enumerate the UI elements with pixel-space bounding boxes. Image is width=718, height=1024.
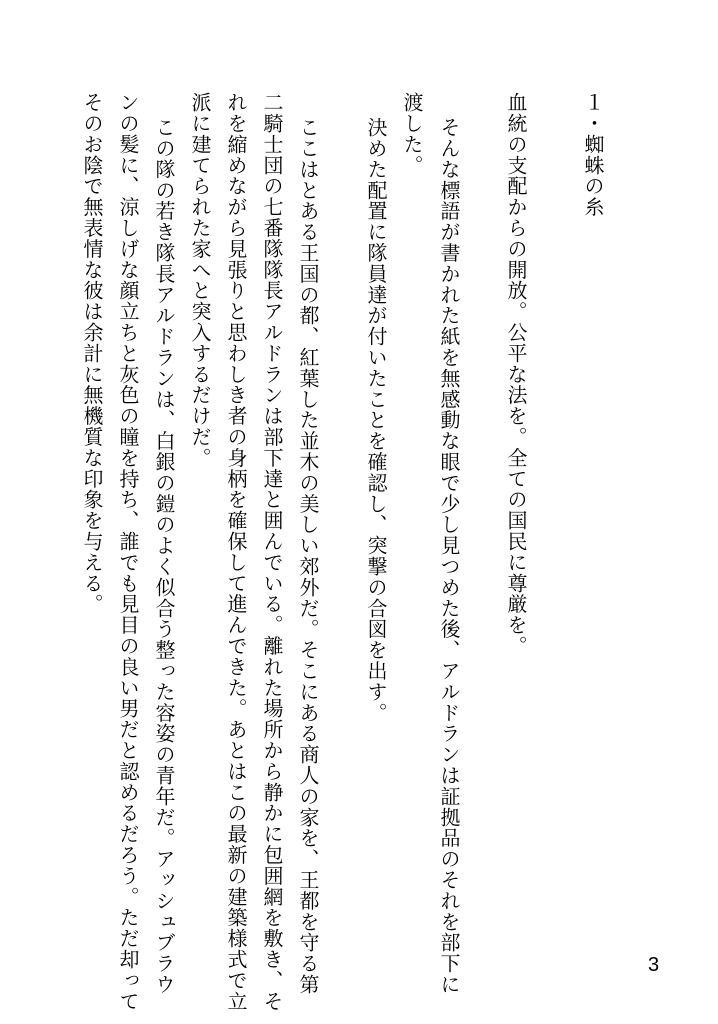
- chapter-title: １・蜘蛛の糸: [581, 92, 605, 218]
- text-line-11: そのお陰で無表情な彼は余計に無機質な印象を与える。: [80, 92, 104, 615]
- text-line-5: ここはとある王国の都、紅葉した並木の美しい郊外だ。そこにある商人の家を、王都を守る第: [296, 117, 320, 995]
- text-line-7: れを縮めながら見張りと思わしき者の身柄を確保して進んできた。あとはこの最新の建築様式で立: [224, 92, 248, 1012]
- text-line-1: 血統の支配からの開放。公平な法を。全ての国民に尊厳を。: [504, 92, 528, 657]
- text-line-4: 決めた配置に隊員達が付いたことを確認し、突撃の合図を出す。: [364, 117, 388, 724]
- text-line-2: そんな標語が書かれた紙を無感動な眼で少し見つめた後、アルドランは証拠品のそれを部下に: [437, 117, 461, 995]
- page-number: 3: [648, 954, 660, 976]
- text-line-6: 二騎士団の七番隊隊長アルドランは部下達と囲んでいる。離れた場所から静かに包囲網を敷き、そ: [260, 92, 284, 1012]
- text-line-10: ンの髪に、涼しげな顔立ちと灰色の瞳を持ち、誰でも見目の良い男だと認めるだろう。ただ却って: [116, 92, 140, 1012]
- text-line-8: 派に建てられた家へと突入するだけだ。: [188, 92, 212, 469]
- text-line-9: この隊の若き隊長アルドランは、白銀の鎧のよく似合う整った容姿の青年だ。アッシュブラウ: [152, 117, 176, 995]
- text-line-3: 渡した。: [400, 92, 424, 176]
